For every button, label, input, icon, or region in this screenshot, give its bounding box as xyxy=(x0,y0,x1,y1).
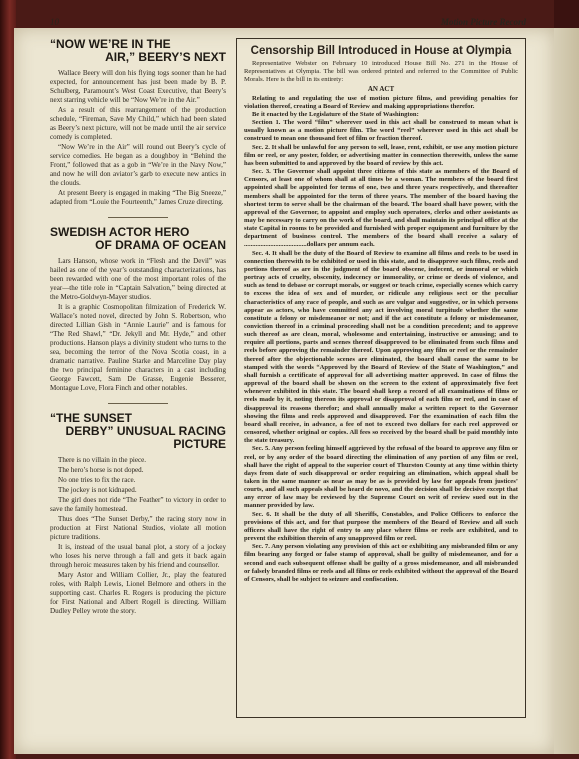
headline-line: OF DRAMA OF OCEAN xyxy=(95,238,226,252)
article-paragraph: No one tries to fix the race. xyxy=(58,476,136,484)
article-paragraph: Mary Astor and William Collier, Jr., play the featured roles, with Ralph Lewis, Lionel Belmore and others in the supporting cast. Charles R. Rogers is producing the picture for First National and Albert Rogell is directing. William Dudley Pelley wrote the story. xyxy=(50,571,226,615)
headline-line: AIR,” BEERY’S NEXT xyxy=(105,50,226,64)
article-paragraph: The girl does not ride “The Feather” to victory in order to save the family homestead. xyxy=(50,496,226,513)
article-paragraph: The jockey is not kidnaped. xyxy=(58,486,137,494)
enacting-clause: Be it enacted by the Legislature of the State of Washington: xyxy=(252,110,419,118)
bill-section: Sec. 3. The Governor shall appoint three citizens of this state as members of the Board of Censors, at least one of whom shall at all times be a woman. The members of the board first appointed shall be appointed for terms of one, two and three years respectively, and thereafter members shall be appointed for the term of three years. The member of the board having the shortest term to serve shall be the chairman of the board. The board shall have power, with the approval of the Governor, to appoint and employ such operators, clerks and other assistants as may be necessary to carry on the work of the board, and shall maintain its principal office at the state Capital in rooms to be provided and furnished with proper equipment and furniture by the department of business control. The members of the board shall receive a salary of ......................................dollars per annum each. xyxy=(244,168,518,249)
box-intro: Representative Webster on February 10 introduced House Bill No. 271 in the House of Representatives at Olympia. The bill was ordered printed and referred to the Committee of Public Morals. Here is the bill in its entirety: xyxy=(244,60,518,84)
article-paragraph: Thus does “The Sunset Derby,” the racing story now in production at First National Studios, violate all motion picture traditions. xyxy=(50,515,226,541)
article-paragraph: It is, instead of the usual banal plot, a story of a jockey who loses his nerve through a fall and gets it back again through heroic measures taken by his friend and counsellor. xyxy=(50,543,226,569)
act-description: Relating to and regulating the use of motion picture films, and providing penalties for violation thereof, creating a Board of Review and making appropriations therefor. xyxy=(244,94,518,110)
headline-line: “THE SUNSET xyxy=(50,411,133,425)
article-paragraph: The hero’s horse is not doped. xyxy=(58,466,144,474)
binding-top xyxy=(554,0,579,28)
left-column xyxy=(50,38,226,718)
act-title: AN ACT xyxy=(367,85,395,94)
article-paragraph: There is no villain in the piece. xyxy=(58,456,147,464)
article-paragraph: “Now We’re in the Air” will round out Beery’s cycle of service comedies. He began as a doughboy in “Behind the Front,” followed that as a gob in “We’re in the Navy Now,” and now he will don aviator’s garb to execute new antics in the clouds. xyxy=(50,143,226,187)
page-header xyxy=(50,17,526,29)
bill-section: Sec. 6. It shall be the duty of all Sheriffs, Constables, and Police Officers to enforce the provisions of this act, and for that purpose the members of the Board of Review and all such officers shall have the right of entry to any place where films or reels are exhibited, and to prevent the exhibition therein of any unapproved film or reel. xyxy=(244,510,518,543)
article-paragraph: As a result of this rearrangement of the production schedule, “Fireman, Save My Child,” which had been slated as Beery’s next picture, will not be made until the air service comedy is completed. xyxy=(50,106,226,141)
article-divider xyxy=(108,217,168,218)
article-headline xyxy=(50,412,226,451)
article-paragraph: Lars Hanson, whose work in “Flesh and the Devil” was hailed as one of the year’s outstanding characterizations, has been rewarded with one of the most important roles of the year—the title role in “Captain Salvation,” being directed at the Metro-Goldwyn-Mayer studios. xyxy=(50,257,226,301)
censorship-bill-box xyxy=(236,38,526,718)
headline-line: SWEDISH ACTOR HERO xyxy=(50,225,190,239)
article-divider xyxy=(108,403,168,404)
article-paragraph: Wallace Beery will don his flying togs sooner than he had expected, for announcement has just been made by B. P. Schulberg, Paramount’s West Coast Executive, that Beery’s next starring vehicle will be “Now We’re in the Air.” xyxy=(50,69,226,104)
article-beery xyxy=(50,38,226,207)
page-number: 10 xyxy=(50,17,59,27)
headline-line: “NOW WE’RE IN THE xyxy=(50,37,171,51)
article-paragraph: It is a graphic Cosmopolitan filmization of Frederick W. Wallace’s noted novel, directed by John S. Robertson, who directed Lillian Gish in “Annie Laurie” and is famous for “The Red Shawl,” “Dr. Jekyll and Mr. Hyde,” and other productions. Hanson plays a divinity student who turns to the sea, becoming the terror of the Nova Scotia coast, in a dramatic narrative. Pauline Starke and Marceline Day play the two principal feminine characters in a cast including George Fawcett, Sam De Grasse, Eugenie Besserer, Montague Love, Flora Finch and other notables. xyxy=(50,303,226,392)
box-title: Censorship Bill Introduced in House at Olympia xyxy=(250,45,512,57)
bill-section: Sec. 4. It shall be the duty of the Board of Review to examine all films and reels to be used in connection therewith to be exhibited or used in this state, and to disapprove such films, reels and portions thereof as are in the judgment of the board obscene, indecent, or immoral or which portray acts of cruelty, obscenity, indecency or immorality, or crime or deeds of violence, and such as tend to debase or corrupt morals, or suggest or teach crime, especially scenes which carry to excess the idea of sex and of murder, or ridicule any religious sect or the peculiar characteristics of any race of people, and such as are vulgar and suggestive, or in which persons appear as actors, who have committed any act involving moral turpitude whether the same constitute a felony or misdemeanor or not; and if the act constitute a felony or misdemeanor, conviction thereof in a criminal proceeding shall not be a condition precedent; and to approve such thereof as are clean, moral, wholesome and entertaining, instructive or amusing; and to require all portions, parts and scenes thereof disapproved to be eliminated from such films and reels before approving the remainder thereof. Upon approving any film or reel or the remainder thereof after the objectionable scenes are eliminated, the board shall cause the same to be stamped with the words “Approved by the Board of Review of the State of Washington,” and shall furnish a certificate of approval for all advertising matter approved. In case of films the approval of the board shall be shown on the screen to the extent of approximately five feet whenever exhibited in this state. The board shall keep a record of all examinations of films or reels made by it, noting thereon its approval or disapproval of each film or reel, and in case of disapproval its reasons therefor; and shall annually make a written report to the Governor showing the films and reels approved and disapproved. For the examination of each film the board shall receive, in advance, a fee of not to exceed two dollars for each reel approved or censored, whether original or copies. All fees so received by the board shall be paid monthly into the state treasury. xyxy=(244,249,518,445)
bill-section: Sec. 7. Any person violating any provision of this act or exhibiting any misbranded film or any film bearing any forged or false stamp of approval, shall be guilty of misdemeanor, and for a second and each subsequent offense shall be guilty of a gross misdemeanor, and all misbranded or falsely branded films or reels and all films or reels exhibited without the approval of the Board of Censors, shall be subject to seizure and confiscation. xyxy=(244,543,518,583)
journal-title: Motion Picture Record xyxy=(441,17,526,27)
article-headline xyxy=(50,38,226,64)
article-hanson xyxy=(50,226,226,393)
adjacent-page-edge xyxy=(554,28,579,754)
bill-section: Section 1. The word “film” wherever used in this act shall be construed to mean what is usually known as a motion picture film. The word “reel” wherever used in this act shall be construed to mean one thousand feet of film or fraction thereof. xyxy=(244,119,518,143)
article-paragraph: At present Beery is engaged in making “The Big Sneeze,” adapted from “Louie the Fourteenth,” James Cruze directing. xyxy=(50,189,226,206)
article-headline xyxy=(50,226,226,252)
bill-section: Sec. 5. Any person feeling himself aggrieved by the refusal of the board to approve any film or reel, or by any order of the board directing the elimination of any portion of any film or reel, shall have the right of appeal to the superior court of Thurston County at any time within thirty days from date of such disapproval or order requiring an elimination, which appeal shall be taken in the same manner as near as may be as is provided by law for appeals from justices’ courts, and all such appeals shall be heard de novo, and the decision shall be decisive except that any error of law may be reviewed by the Supreme Court on writ of review sued out in the manner provided by law. xyxy=(244,445,518,510)
article-sunset-derby xyxy=(50,412,226,616)
headline-line: DERBY” UNUSUAL RACING PICTURE xyxy=(65,424,226,451)
bill-section: Sec. 2. It shall be unlawful for any person to sell, lease, rent, exhibit, or use any motion picture film or reel, or any poster, folder, or advertising matter in connection therewith, unless the same has been submitted to and approved by the board of review by this act. xyxy=(244,143,518,167)
